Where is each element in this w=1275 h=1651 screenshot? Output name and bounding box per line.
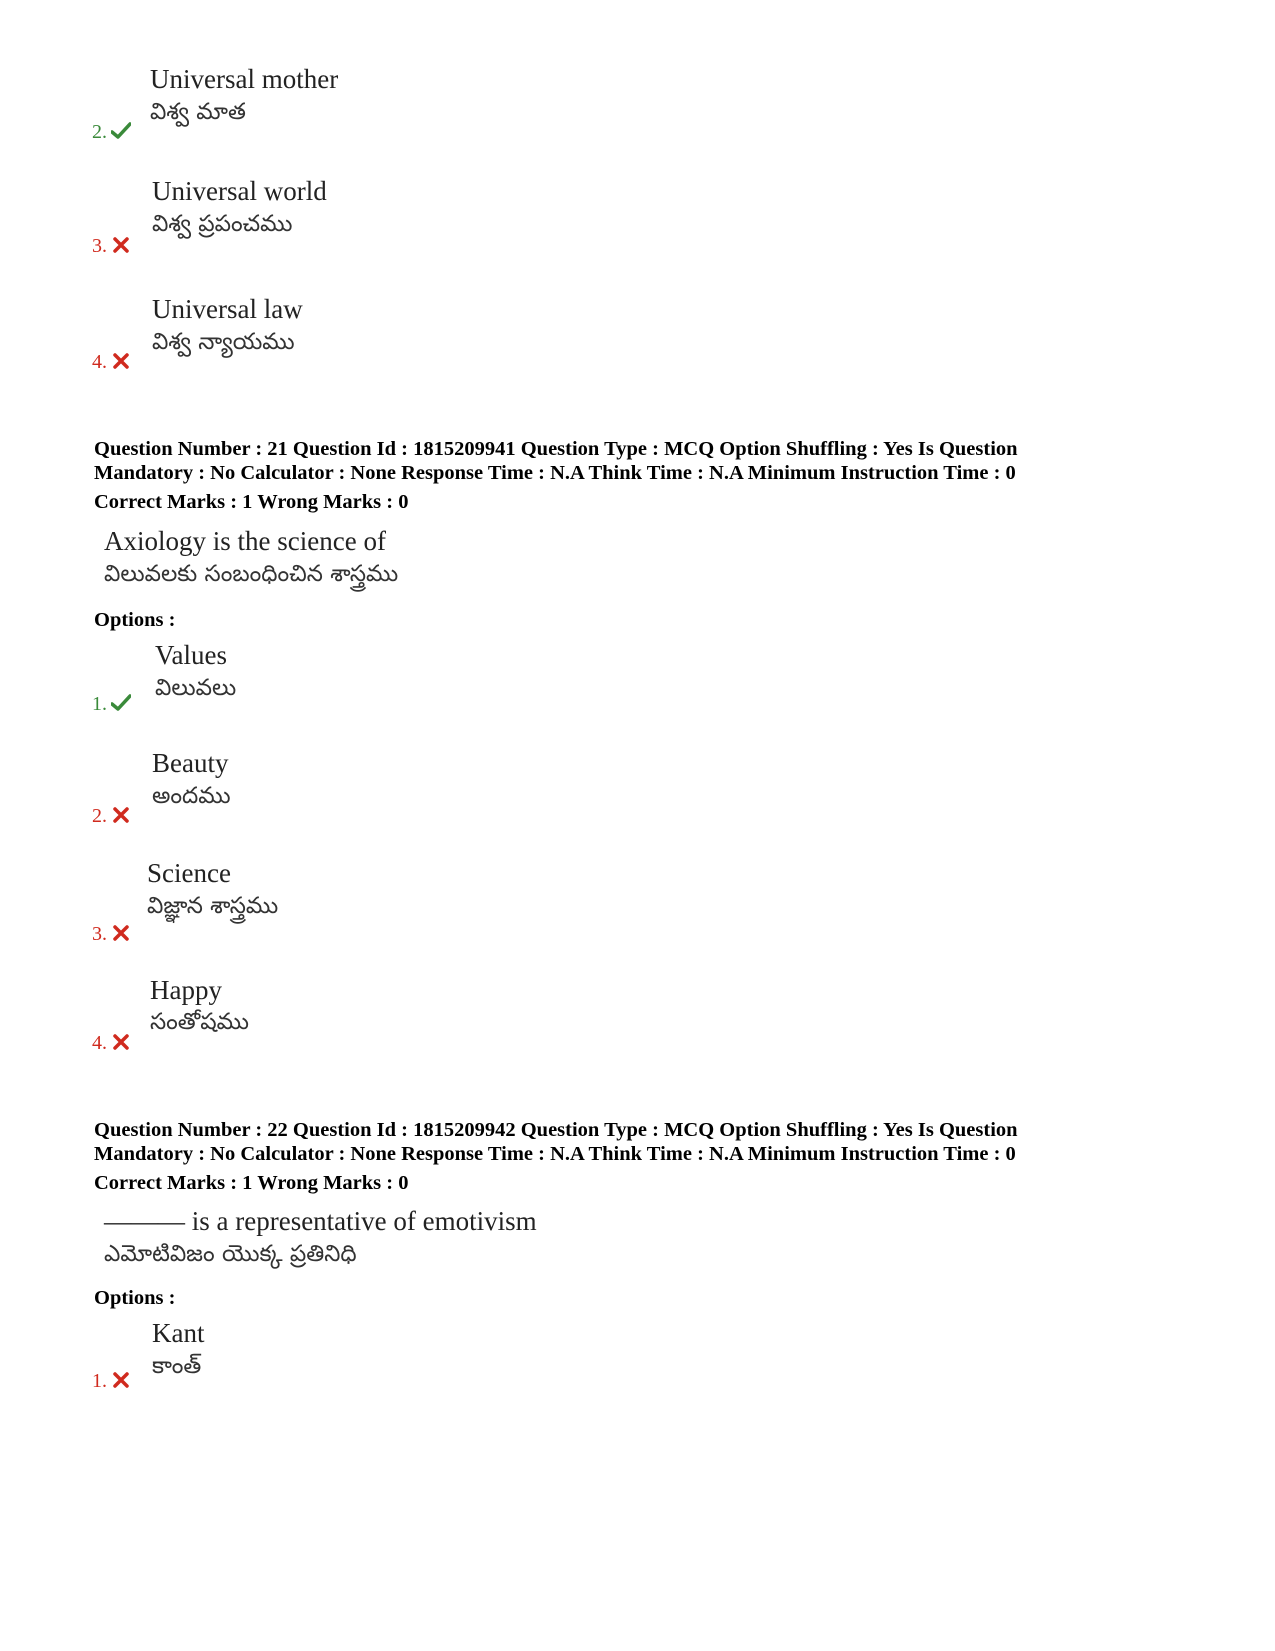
question-text-te: విలువలకు సంబంధించిన శాస్త్రము <box>104 561 399 587</box>
cross-mark-icon <box>111 924 131 942</box>
cross-mark-icon <box>111 236 131 254</box>
option-text-te: విశ్వ మాత <box>150 99 246 125</box>
question-text-en: Axiology is the science of <box>104 526 386 556</box>
options-label: Options : <box>94 1287 176 1309</box>
option-text-en: Kant <box>152 1318 205 1348</box>
option-text-en: Beauty <box>152 748 229 778</box>
question-meta-line1: Question Number : 21 Question Id : 1815209941 Question Type : MCQ Option Shuffling : Yes Is Question <box>94 438 1018 460</box>
option-text-en: Universal mother <box>150 64 339 94</box>
question-meta-line2: Mandatory : No Calculator : None Response Time : N.A Think Time : N.A Minimum Instruction Time : 0 <box>94 1143 1016 1165</box>
option-text-te: విశ్వ న్యాయము <box>152 329 295 355</box>
option-text-te: అందము <box>152 783 231 809</box>
option-number: 3. <box>92 924 131 944</box>
option-text-en: Happy <box>150 975 222 1005</box>
cross-mark-icon <box>111 1371 131 1389</box>
cross-mark-icon <box>111 806 131 824</box>
option-number: 2. <box>92 806 131 826</box>
cross-mark-icon <box>111 352 131 370</box>
question-marks: Correct Marks : 1 Wrong Marks : 0 <box>94 491 409 513</box>
option-text-te: విజ్ఞాన శాస్త్రము <box>147 893 279 919</box>
question-meta-line2: Mandatory : No Calculator : None Response Time : N.A Think Time : N.A Minimum Instruction Time : 0 <box>94 462 1016 484</box>
option-number: 4. <box>92 1033 131 1053</box>
option-text-en: Science <box>147 858 231 888</box>
option-text-te: కాంత్ <box>152 1353 202 1379</box>
check-mark-icon <box>111 122 131 140</box>
option-number: 3. <box>92 236 131 256</box>
question-text-en: ——— is a representative of emotivism <box>104 1206 537 1236</box>
option-text-en: Values <box>155 640 227 670</box>
option-number: 1. <box>92 1371 131 1391</box>
question-meta-line1: Question Number : 22 Question Id : 1815209942 Question Type : MCQ Option Shuffling : Yes Is Question <box>94 1119 1018 1141</box>
option-text-te: విశ్వ ప్రపంచము <box>152 211 293 237</box>
question-marks: Correct Marks : 1 Wrong Marks : 0 <box>94 1172 409 1194</box>
option-number: 1. <box>92 694 131 714</box>
question-text-te: ఎమోటివిజం యొక్క ప్రతినిధి <box>104 1241 357 1267</box>
option-text-en: Universal world <box>152 176 327 206</box>
option-number: 2. <box>92 122 131 142</box>
check-mark-icon <box>111 694 131 712</box>
cross-mark-icon <box>111 1033 131 1051</box>
option-text-en: Universal law <box>152 294 303 324</box>
option-number: 4. <box>92 352 131 372</box>
options-label: Options : <box>94 609 176 631</box>
option-text-te: సంతోషము <box>150 1009 249 1035</box>
option-text-te: విలువలు <box>155 675 237 701</box>
